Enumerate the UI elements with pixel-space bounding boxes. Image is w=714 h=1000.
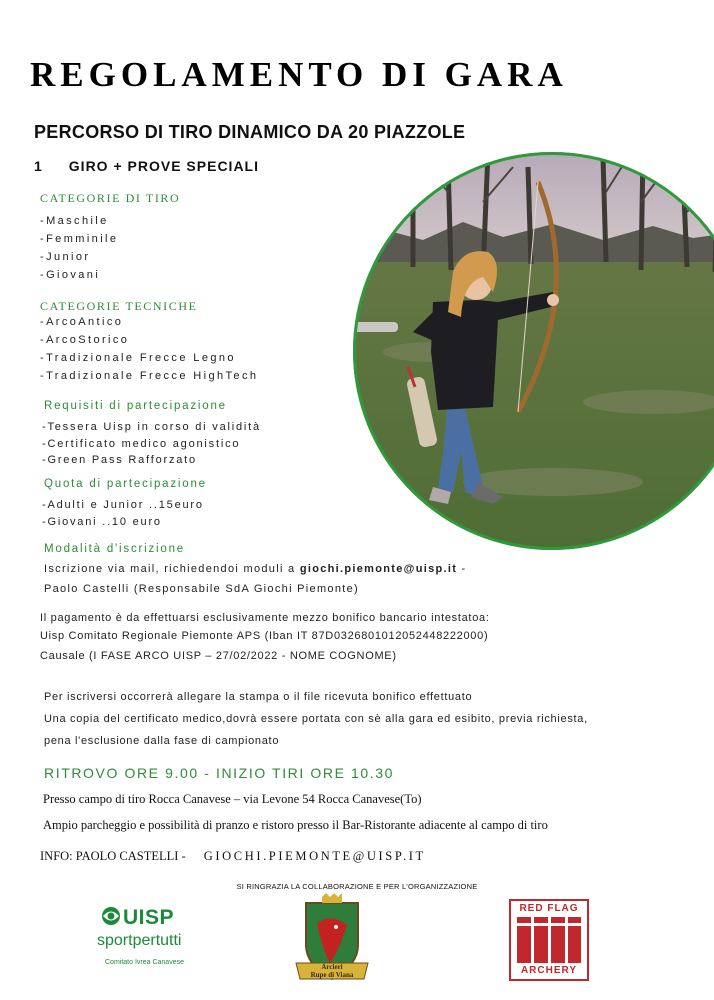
modalita-suffix: - xyxy=(457,563,467,575)
arcieri-logo xyxy=(292,893,372,988)
note-line-2: Una copia del certificato medico,dovrà essere portata con sè alla gara ed esibito, previa richiesta, xyxy=(44,713,588,725)
giro-line xyxy=(34,158,259,174)
list-item: -Adulti e Junior ..15euro xyxy=(42,499,204,511)
thanks-line: SI RINGRAZIA LA COLLABORAZIONE E PER L'ORGANIZZAZIONE xyxy=(236,882,478,891)
note-line-1: Per iscriversi occorrerà allegare la stampa o il file ricevuta bonifico effettuato xyxy=(44,691,473,703)
info-label: INFO: PAOLO CASTELLI - xyxy=(40,849,186,863)
luogo-line: Presso campo di tiro Rocca Canavese – via Levone 54 Rocca Canavese(To) xyxy=(43,792,422,806)
list-item: -ArcoStorico xyxy=(40,334,130,346)
page-subtitle: PERCORSO DI TIRO DINAMICO DA 20 PIAZZOLE xyxy=(34,122,466,142)
list-item: -Tessera Uisp in corso di validità xyxy=(42,421,261,433)
modalita-text: Iscrizione via mail, richiedendoi moduli a xyxy=(44,563,300,575)
info-email[interactable]: GIOCHI.PIEMONTE@UISP.IT xyxy=(203,849,426,863)
list-item: -ArcoAntico xyxy=(40,316,124,328)
categorie-tiro-heading: CATEGORIE DI TIRO xyxy=(40,191,181,205)
categorie-tecniche-heading: CATEGORIE TECNICHE xyxy=(40,299,198,313)
note-line-3: pena l'esclusione dalla fase di campionato xyxy=(44,735,280,747)
modalita-heading: Modalità d'iscrizione xyxy=(44,543,185,555)
list-item: -Tradizionale Frecce Legno xyxy=(40,352,236,364)
list-item: -Giovani xyxy=(40,269,101,281)
giro-number: 1 xyxy=(34,158,43,174)
info-line xyxy=(40,849,426,864)
redflag-line-1: RED FLAG xyxy=(519,903,579,914)
redflag-logo xyxy=(509,899,589,981)
uisp-brand: UISP xyxy=(123,906,175,929)
list-item: -Maschile xyxy=(40,215,109,227)
arcieri-text-1: Arcieri xyxy=(321,963,343,971)
pagamento-line-3: Causale (I FASE ARCO UISP – 27/02/2022 - NOME COGNOME) xyxy=(40,650,397,662)
uisp-logo xyxy=(95,905,207,975)
list-item: -Tradizionale Frecce HighTech xyxy=(40,370,259,382)
list-item: -Femminile xyxy=(40,233,119,245)
list-item: -Junior xyxy=(40,251,91,263)
quota-heading: Quota di partecipazione xyxy=(44,478,207,490)
pagamento-line-1: Il pagamento è da effettuarsi esclusivamente mezzo bonifico bancario intestatoa: xyxy=(40,612,490,624)
modalita-line-2: Paolo Castelli (Responsabile SdA Giochi Piemonte) xyxy=(44,583,359,595)
modalita-line-1 xyxy=(44,563,467,575)
email-link[interactable]: giochi.piemonte@uisp.it xyxy=(299,563,458,575)
requisiti-list xyxy=(42,419,261,469)
uisp-sub: Comitato Ivrea Canavese xyxy=(105,959,184,966)
uisp-tagline: sportpertutti xyxy=(97,932,182,949)
redflag-line-2: ARCHERY xyxy=(520,965,578,976)
list-item: -Giovani ..10 euro xyxy=(42,515,162,528)
arcieri-text-2: Rupe di Viana xyxy=(310,971,354,979)
page-title: REGOLAMENTO DI GARA xyxy=(30,55,568,94)
list-item: -Certificato medico agonistico xyxy=(42,437,241,450)
categorie-tiro-list xyxy=(40,212,118,284)
requisiti-heading: Requisiti di partecipazione xyxy=(44,400,227,412)
parcheggio-line: Ampio parcheggio e possibilità di pranzo e ristoro presso il Bar-Ristorante adiacente al campo di tiro xyxy=(43,818,548,832)
list-item: -Green Pass Rafforzato xyxy=(42,454,197,466)
categorie-tecniche-list xyxy=(40,313,258,385)
quota-list xyxy=(42,497,204,530)
photo-ring xyxy=(353,152,714,550)
giro-text: GIRO + PROVE SPECIALI xyxy=(68,158,259,174)
pagamento-line-2: Uisp Comitato Regionale Piemonte APS (Iban IT 87D0326801012052448222000) xyxy=(40,630,489,642)
ritrovo-line: RITROVO ORE 9.00 - INIZIO TIRI ORE 10.30 xyxy=(44,765,395,781)
